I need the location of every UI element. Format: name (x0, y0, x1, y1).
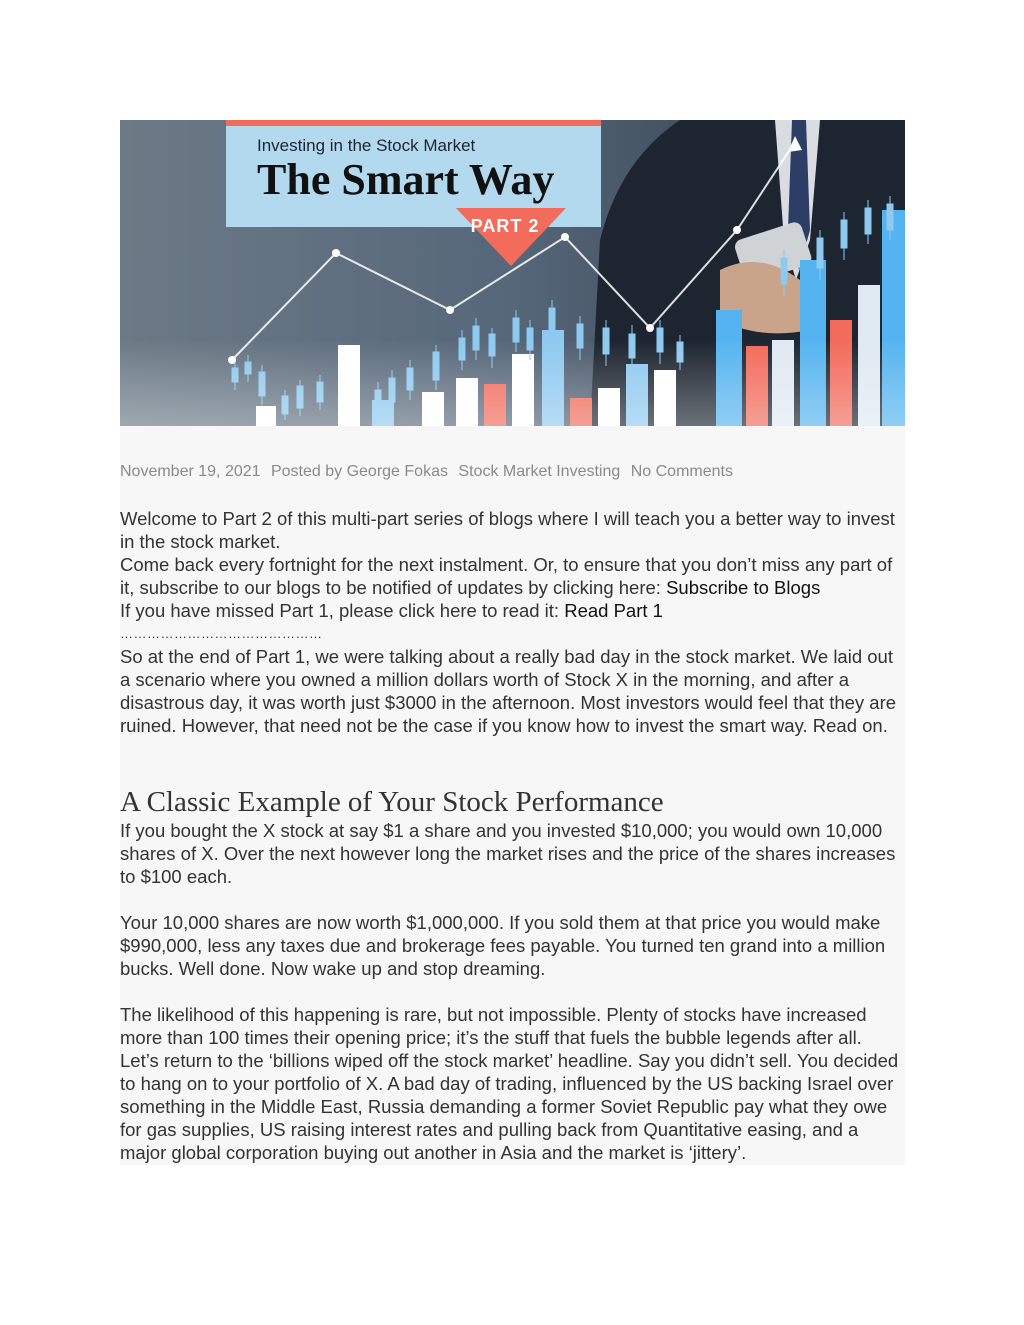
post-meta (120, 463, 905, 481)
post-comments[interactable]: No Comments (630, 463, 733, 480)
post-category[interactable]: Stock Market Investing (458, 463, 621, 480)
section-heading: A Classic Example of Your Stock Performance (120, 786, 664, 818)
intro-paragraph-2 (120, 553, 905, 599)
hero-subtitle: Investing in the Stock Market (257, 136, 476, 155)
intro-paragraph-1: Welcome to Part 2 of this multi-part series of blogs where I will teach you a better way to invest in the stock market. (120, 508, 895, 552)
section-paragraph-2: Your 10,000 shares are now worth $1,000,000. If you sold them at that price you would make $990,000, less any taxes due and brokerage fees payable. You turned ten grand into a million bucks. Well done. Now wake up and stop dreaming. (120, 912, 886, 979)
post-author[interactable]: Posted by George Fokas (270, 463, 448, 480)
divider-dots: ……………………………………… (120, 626, 323, 641)
hero-banner (120, 120, 905, 426)
hero-illustration (120, 120, 905, 426)
intro-paragraph-2-text: Come back every fortnight for the next instalment. Or, to ensure that you don’t miss any part of it, subscribe to our blogs to be notified of updates by clicking here: (120, 554, 893, 598)
intro-section (120, 507, 905, 737)
section-paragraph-3: The likelihood of this happening is rare, but not impossible. Plenty of stocks have increased more than 100 times their opening price; it’s the stuff that fuels the bubble legends after all. Let’s return to the ‘billions wiped off the stock market’ headline. Say you didn’t sell. You decided to hang on to your portfolio of X. A bad day of trading, influenced by the US backing Israel over something in the Middle East, Russia demanding a former Soviet Republic pay what they owe for gas supplies, US raising interest rates and pulling back from Quantitative easing, and a major global corporation buying out another in Asia and the market is ‘jittery’. (120, 1004, 899, 1163)
hero-badge: PART 2 (470, 216, 540, 236)
example-section (120, 819, 905, 1164)
read-part-1-link[interactable]: Read Part 1 (564, 600, 663, 621)
hero-title: The Smart Way (257, 155, 555, 204)
intro-paragraph-3 (120, 599, 905, 622)
section-paragraph-1: If you bought the X stock at say $1 a share and you invested $10,000; you would own 10,000 shares of X. Over the next however long the market rises and the price of the shares increases to $100 each. (120, 820, 896, 887)
post-date: November 19, 2021 (120, 463, 261, 480)
intro-paragraph-4: So at the end of Part 1, we were talking about a really bad day in the stock market. We laid out a scenario where you owned a million dollars worth of Stock X in the morning, and after a disastrous day, it was worth just $3000 in the afternoon. Most investors would feel that they are ruined. However, that need not be the case if you know how to invest the smart way. Read on. (120, 646, 897, 736)
intro-paragraph-3-text: If you have missed Part 1, please click here to read it: (120, 600, 565, 621)
blog-article (120, 120, 905, 1165)
subscribe-link[interactable]: Subscribe to Blogs (666, 577, 821, 598)
